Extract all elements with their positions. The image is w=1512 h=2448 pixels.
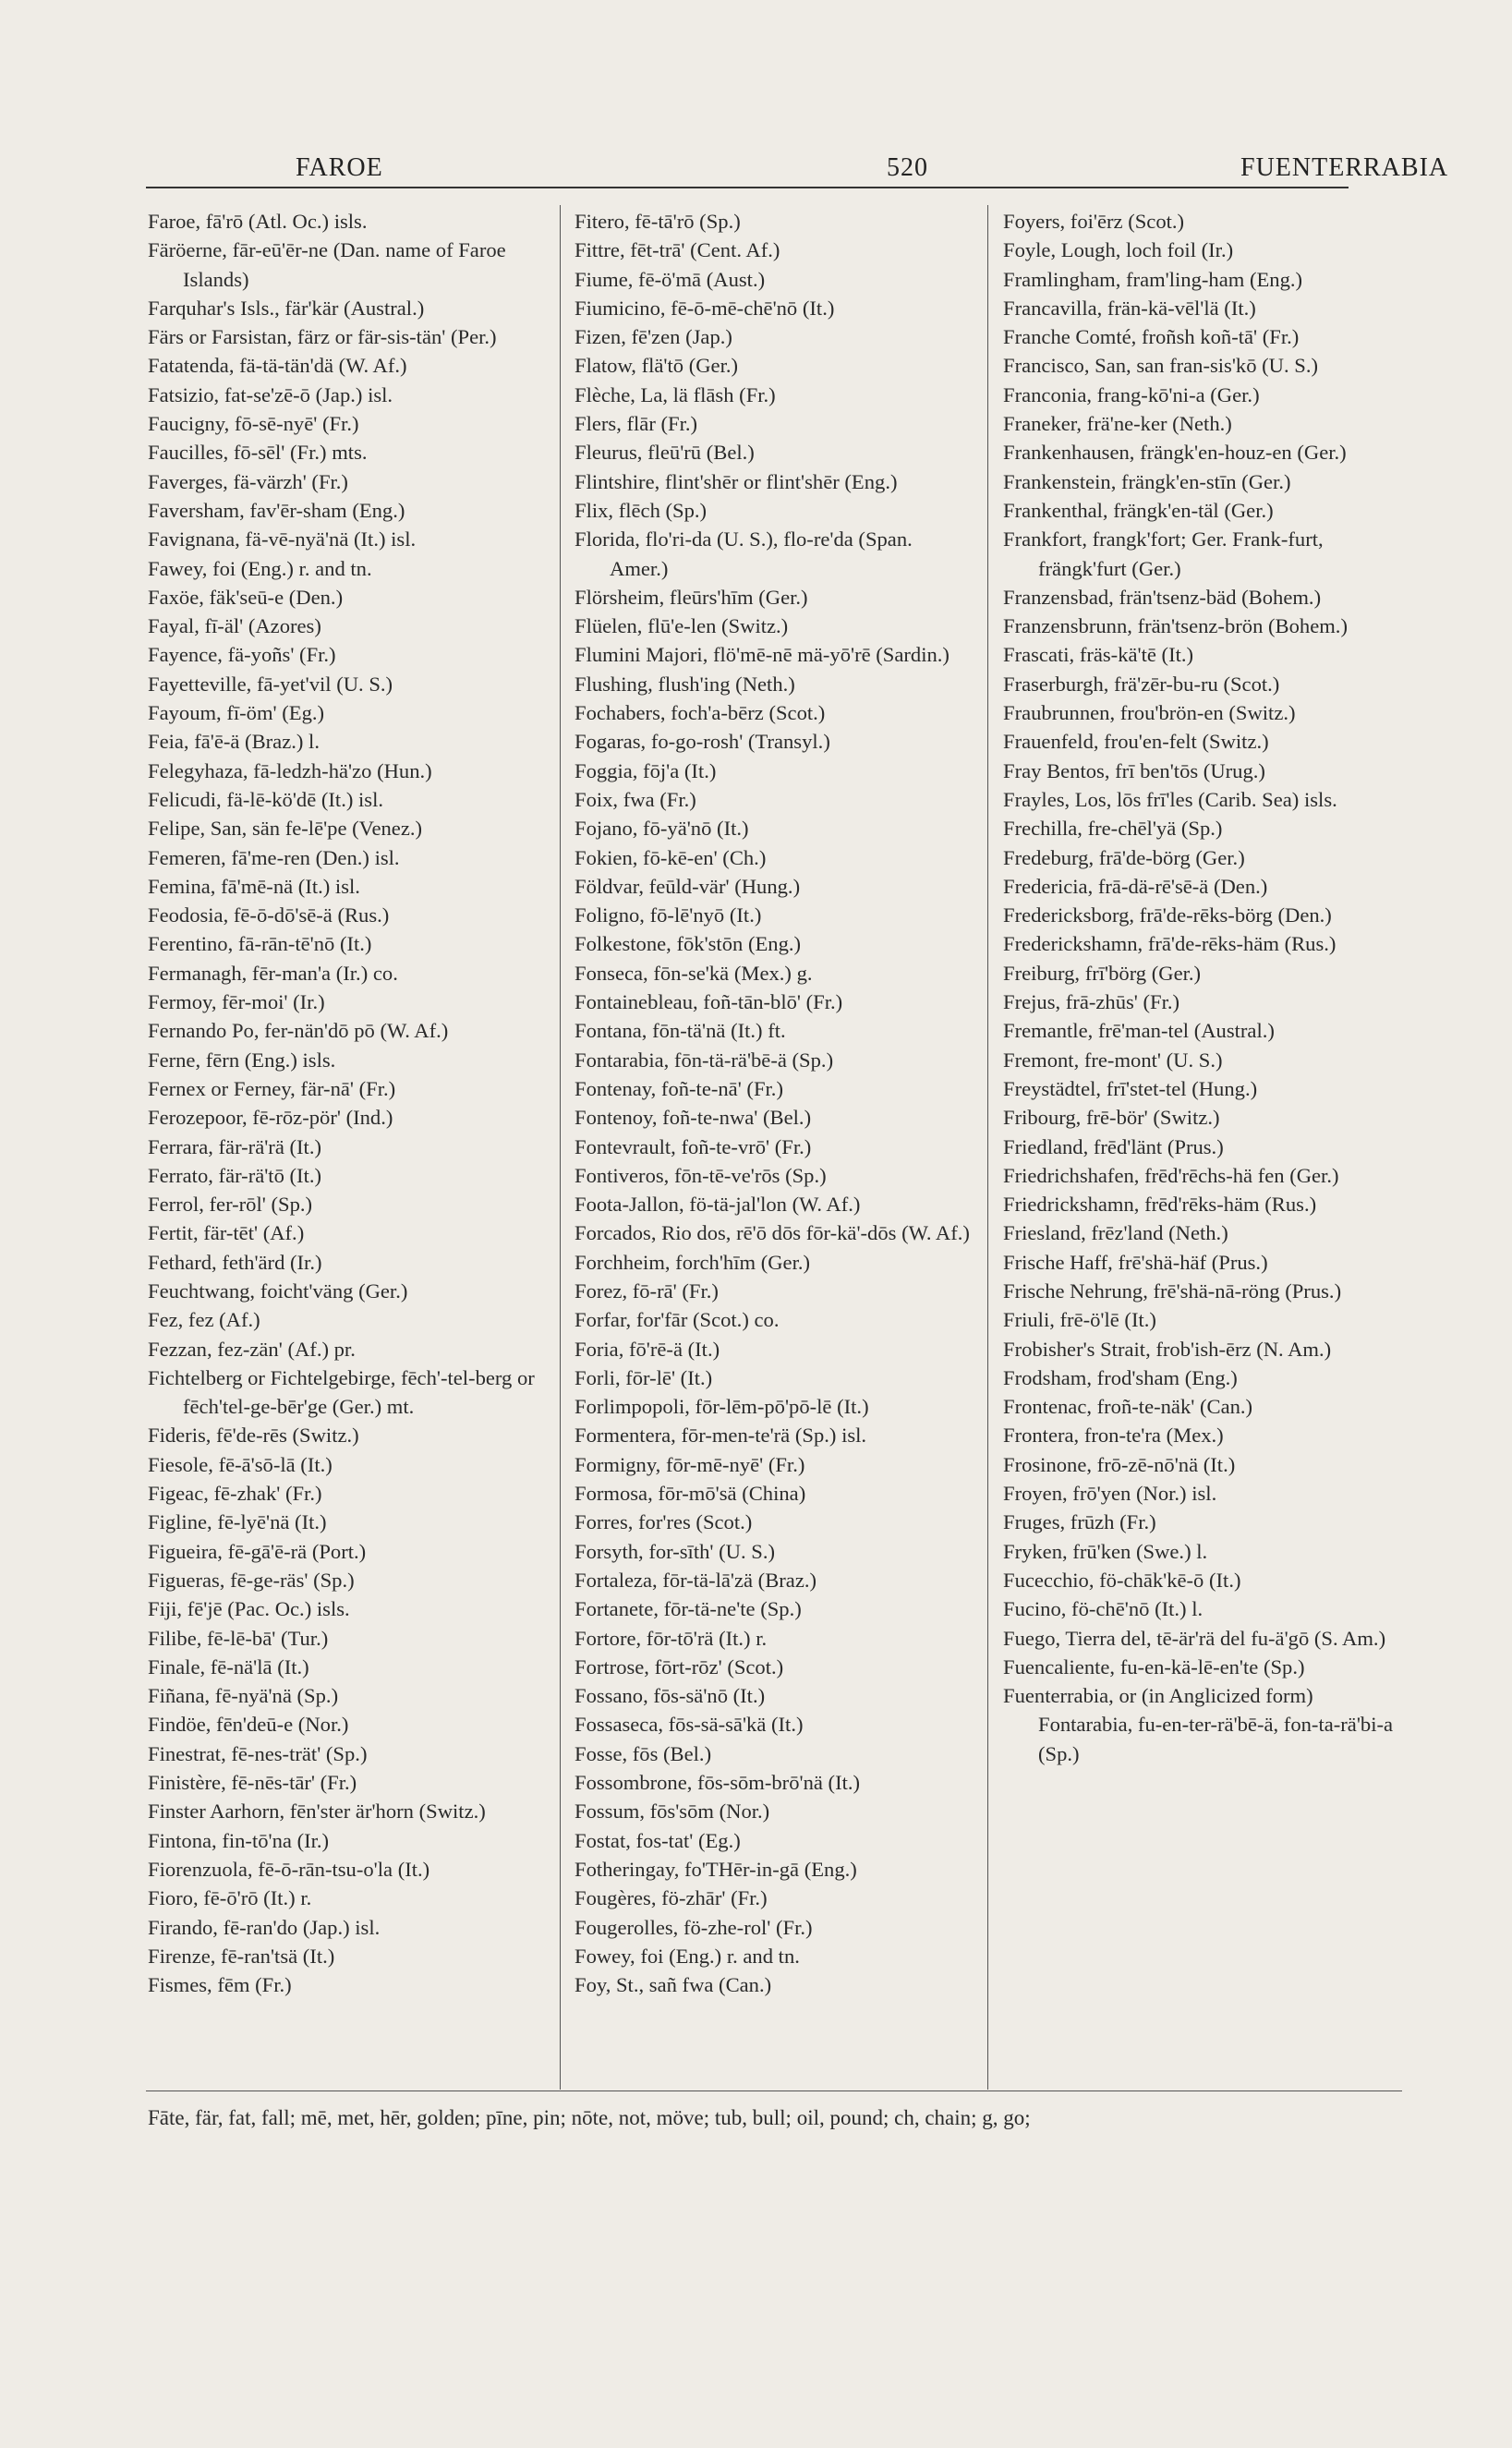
gazetteer-entry: Fruges, frūzh (Fr.) (1003, 1510, 1156, 1534)
gazetteer-entry: Frische Nehrung, frē'shä-nā-röng (Prus.) (1003, 1279, 1342, 1303)
running-head (148, 153, 1449, 183)
gazetteer-entry: Foria, fō'rē-ä (It.) (575, 1337, 720, 1361)
gazetteer-entry: Fougerolles, fö-zhe-rol' (Fr.) (575, 1915, 813, 1939)
gazetteer-entry: Fortaleza, fōr-tä-lā'zä (Braz.) (575, 1568, 817, 1592)
gazetteer-entry: Forcados, Rio dos, rē'ō dōs fōr-kä'-dōs (W. Af.) (575, 1221, 970, 1245)
gazetteer-entry: Fougères, fö-zhār' (Fr.) (575, 1886, 768, 1910)
gazetteer-entry: Foligno, fō-lē'nyō (It.) (575, 903, 762, 927)
gazetteer-entry: Frejus, frā-zhūs' (Fr.) (1003, 990, 1180, 1014)
gazetteer-entry: Frankenstein, frängk'en-stīn (Ger.) (1003, 469, 1291, 493)
gazetteer-entry: Forlimpopoli, fōr-lēm-pō'pō-lē (It.) (575, 1395, 869, 1419)
gazetteer-entry: Fittre, fēt-trā' (Cent. Af.) (575, 238, 780, 262)
gazetteer-entry: Fraserburgh, frä'zēr-bu-ru (Scot.) (1003, 672, 1280, 696)
column-2 (575, 207, 974, 1999)
gazetteer-entry: Frankenhausen, frängk'en-houz-en (Ger.) (1003, 441, 1347, 465)
gazetteer-entry: Fontevrault, foñ-te-vrō' (Fr.) (575, 1134, 812, 1158)
gazetteer-entry: Fontenay, foñ-te-nā' (Fr.) (575, 1076, 783, 1100)
gazetteer-entry: Farquhar's Isls., fär'kär (Austral.) (148, 296, 425, 320)
gazetteer-entry: Fribourg, frē-bör' (Switz.) (1003, 1106, 1220, 1130)
gazetteer-entry: Ferne, fērn (Eng.) isls. (148, 1048, 336, 1072)
gazetteer-entry: Fiesole, fē-ā'sō-lā (It.) (148, 1452, 333, 1476)
gazetteer-entry: Formigny, fōr-mē-nyē' (Fr.) (575, 1452, 805, 1476)
gazetteer-entry: Fernando Po, fer-nän'dō pō (W. Af.) (148, 1019, 449, 1043)
gazetteer-entry: Finster Aarhorn, fēn'ster är'horn (Switz.) (148, 1800, 486, 1824)
gazetteer-entry: Frosinone, frō-zē-nō'nä (It.) (1003, 1452, 1236, 1476)
gazetteer-entry: Firenze, fē-ran'tsä (It.) (148, 1944, 335, 1968)
gazetteer-entry: Fiume, fē-ö'mā (Aust.) (575, 267, 766, 291)
gazetteer-entry: Flumini Majori, flö'mē-nē mä-yō'rē (Sardin.) (575, 643, 950, 667)
gazetteer-entry: Fortore, fōr-tō'rä (It.) r. (575, 1626, 768, 1650)
gazetteer-entry: Fochabers, foch'a-bērz (Scot.) (575, 701, 826, 725)
gazetteer-entry: Florida, flo'ri-da (U. S.), flo-re'da (Span. Amer.) (575, 527, 913, 580)
gazetteer-entry: Felicudi, fä-lē-kö'dē (It.) isl. (148, 787, 384, 811)
gazetteer-entry: Fintona, fin-tō'na (Ir.) (148, 1828, 330, 1852)
gazetteer-entry: Fichtelberg or Fichtelgebirge, fēch'-tel-berg or fēch'tel-ge-bēr'ge (Ger.) mt. (148, 1365, 535, 1419)
gazetteer-entry: Finistère, fē-nēs-tār' (Fr.) (148, 1771, 357, 1795)
gazetteer-entry: Femina, fā'mē-nä (It.) isl. (148, 874, 360, 898)
column-3 (1003, 207, 1404, 1768)
header-right-guideword: FUENTERRABIA (1240, 153, 1449, 182)
gazetteer-entry: Fayetteville, fā-yet'vil (U. S.) (148, 672, 393, 696)
gazetteer-entry: Fizen, fē'zen (Jap.) (575, 325, 732, 349)
gazetteer-entry: Fossano, fōs-sä'nō (It.) (575, 1684, 766, 1708)
gazetteer-entry: Fostat, fos-tat' (Eg.) (575, 1828, 741, 1852)
gazetteer-entry: Färöerne, fār-eū'ēr-ne (Dan. name of Faroe Islands) (148, 238, 506, 291)
gazetteer-entry: Findöe, fēn'deū-e (Nor.) (148, 1713, 349, 1737)
page-number: 520 (887, 153, 928, 182)
gazetteer-entry: Fremantle, frē'man-tel (Austral.) (1003, 1019, 1275, 1043)
gazetteer-entry: Fayence, fä-yoñs' (Fr.) (148, 643, 336, 667)
gazetteer-entry: Fryken, frū'ken (Swe.) l. (1003, 1539, 1208, 1563)
gazetteer-entry: Fucecchio, fö-chāk'kē-ō (It.) (1003, 1568, 1241, 1592)
gazetteer-entry: Francavilla, frän-kä-vēl'lä (It.) (1003, 296, 1256, 320)
gazetteer-entry: Flushing, flush'ing (Neth.) (575, 672, 795, 696)
gazetteer-entry: Fremont, fre-mont' (U. S.) (1003, 1048, 1223, 1072)
gazetteer-entry: Feuchtwang, foicht'väng (Ger.) (148, 1279, 408, 1303)
gazetteer-entry: Freystädtel, frī'stet-tel (Hung.) (1003, 1076, 1258, 1100)
footer-rule (146, 2090, 1402, 2091)
column-divider-2 (987, 205, 988, 2090)
gazetteer-entry: Figueras, fē-ge-räs' (Sp.) (148, 1568, 355, 1592)
gazetteer-entry: Flintshire, flint'shēr or flint'shēr (Eng.) (575, 469, 898, 493)
gazetteer-entry: Fontana, fōn-tä'nä (It.) ft. (575, 1019, 786, 1043)
gazetteer-entry: Frontera, fron-te'ra (Mex.) (1003, 1424, 1224, 1448)
gazetteer-entry: Foix, fwa (Fr.) (575, 787, 696, 811)
gazetteer-entry: Folkestone, fōk'stōn (Eng.) (575, 932, 802, 956)
gazetteer-entry: Franzensbad, frän'tsenz-bäd (Bohem.) (1003, 585, 1322, 609)
gazetteer-entry: Fucino, fö-chē'nō (It.) l. (1003, 1597, 1204, 1621)
gazetteer-entry: Fossum, fōs'sōm (Nor.) (575, 1800, 770, 1824)
gazetteer-entry: Flüelen, flū'e-len (Switz.) (575, 614, 789, 638)
gazetteer-entry: Fontiveros, fōn-tē-ve'rōs (Sp.) (575, 1163, 827, 1187)
gazetteer-entry: Franeker, frä'ne-ker (Neth.) (1003, 412, 1232, 436)
gazetteer-entry: Frische Haff, frē'shä-häf (Prus.) (1003, 1250, 1268, 1274)
gazetteer-entry: Francisco, San, san fran-sis'kō (U. S.) (1003, 354, 1319, 378)
gazetteer-entry: Faversham, fav'ēr-sham (Eng.) (148, 498, 405, 522)
gazetteer-entry: Friedland, frēd'länt (Prus.) (1003, 1134, 1224, 1158)
gazetteer-entry: Fraubrunnen, frou'brön-en (Switz.) (1003, 701, 1296, 725)
gazetteer-entry: Flers, flār (Fr.) (575, 412, 698, 436)
gazetteer-entry: Fonseca, fōn-se'kä (Mex.) g. (575, 961, 813, 985)
gazetteer-entry: Frankfort, frangk'fort; Ger. Frank-furt, frängk'furt (Ger.) (1003, 527, 1324, 580)
gazetteer-entry: Feodosia, fē-ō-dō'sē-ä (Rus.) (148, 903, 390, 927)
gazetteer-entry: Forfar, for'fār (Scot.) co. (575, 1308, 780, 1332)
gazetteer-entry: Fiorenzuola, fē-ō-rān-tsu-o'la (It.) (148, 1857, 430, 1881)
gazetteer-entry: Fray Bentos, frī ben'tōs (Urug.) (1003, 758, 1265, 782)
gazetteer-entry: Frankenthal, frängk'en-täl (Ger.) (1003, 498, 1274, 522)
gazetteer-entry: Fokien, fō-kē-en' (Ch.) (575, 845, 767, 869)
gazetteer-entry: Foota-Jallon, fö-tä-jal'lon (W. Af.) (575, 1193, 861, 1217)
gazetteer-entry: Földvar, feūld-vär' (Hung.) (575, 874, 801, 898)
pronunciation-key: Fāte, fär, fat, fall; mē, met, hēr, golden; pīne, pin; nōte, not, möve; tub, bull; oil, pound; ch, chain; g, go; (148, 2106, 1031, 2129)
gazetteer-entry: Fotheringay, fo'THēr-in-gā (Eng.) (575, 1857, 857, 1881)
gazetteer-entry: Figueira, fē-gā'ē-rä (Port.) (148, 1539, 367, 1563)
gazetteer-entry: Fleurus, fleū'rū (Bel.) (575, 441, 755, 465)
gazetteer-entry: Firando, fē-ran'do (Jap.) isl. (148, 1915, 381, 1939)
gazetteer-entry: Fogaras, fo-go-rosh' (Transyl.) (575, 730, 830, 754)
gazetteer-entry: Frascati, fräs-kä'tē (It.) (1003, 643, 1194, 667)
gazetteer-entry: Foyers, foi'ērz (Scot.) (1003, 210, 1185, 233)
gazetteer-entry: Fossombrone, fōs-sōm-brō'nä (It.) (575, 1771, 861, 1795)
gazetteer-entry: Flix, flēch (Sp.) (575, 498, 708, 522)
gazetteer-entry: Frauenfeld, frou'en-felt (Switz.) (1003, 730, 1269, 754)
gazetteer-entry: Ferrol, fer-rōl' (Sp.) (148, 1193, 313, 1217)
gazetteer-entry: Formosa, fōr-mō'sä (China) (575, 1482, 806, 1506)
gazetteer-entry: Ferrara, fär-rä'rä (It.) (148, 1134, 321, 1158)
gazetteer-entry: Fiñana, fē-nyä'nä (Sp.) (148, 1684, 339, 1708)
gazetteer-entry: Fatsizio, fat-se'zē-ō (Jap.) isl. (148, 382, 393, 406)
gazetteer-entry: Fontainebleau, foñ-tān-blō' (Fr.) (575, 990, 843, 1014)
gazetteer-entry: Filibe, fē-lē-bā' (Tur.) (148, 1626, 329, 1650)
gazetteer-entry: Fideris, fē'de-rēs (Switz.) (148, 1424, 359, 1448)
gazetteer-entry: Frayles, Los, lōs frī'les (Carib. Sea) isls. (1003, 787, 1337, 811)
gazetteer-entry: Fuenterrabia, or (in Anglicized form) Fontarabia, fu-en-ter-rä'bē-ä, fon-ta-rä'bi-a (Sp.) (1003, 1684, 1394, 1765)
gazetteer-entry: Favignana, fä-vē-nyä'nä (It.) isl. (148, 527, 417, 551)
gazetteer-entry: Fethard, feth'ärd (Ir.) (148, 1250, 322, 1274)
gazetteer-entry: Fredeburg, frā'de-börg (Ger.) (1003, 845, 1245, 869)
gazetteer-entry: Faroe, fā'rō (Atl. Oc.) isls. (148, 210, 368, 233)
gazetteer-entry: Flèche, La, lä flāsh (Fr.) (575, 382, 776, 406)
gazetteer-entry: Frechilla, fre-chēl'yä (Sp.) (1003, 817, 1223, 841)
gazetteer-entry: Fermanagh, fēr-man'a (Ir.) co. (148, 961, 398, 985)
gazetteer-entry: Fosse, fōs (Bel.) (575, 1741, 712, 1765)
gazetteer-entry: Friuli, frē-ö'lē (It.) (1003, 1308, 1156, 1332)
gazetteer-entry: Faverges, fä-värzh' (Fr.) (148, 469, 348, 493)
gazetteer-entry: Forez, fō-rā' (Fr.) (575, 1279, 719, 1303)
gazetteer-entry: Freiburg, frī'börg (Ger.) (1003, 961, 1202, 985)
gazetteer-entry: Fayal, fī-äl' (Azores) (148, 614, 321, 638)
gazetteer-entry: Faucigny, fō-sē-nyē' (Fr.) (148, 412, 359, 436)
gazetteer-entry: Fossaseca, fōs-sä-sā'kä (It.) (575, 1713, 804, 1737)
gazetteer-entry: Froyen, frō'yen (Nor.) isl. (1003, 1482, 1217, 1506)
gazetteer-entry: Figeac, fē-zhak' (Fr.) (148, 1482, 322, 1506)
gazetteer-entry: Ferrato, fär-rä'tō (It.) (148, 1163, 322, 1187)
gazetteer-entry: Felegyhaza, fā-ledzh-hä'zo (Hun.) (148, 758, 432, 782)
gazetteer-entry: Fontenoy, foñ-te-nwa' (Bel.) (575, 1106, 812, 1130)
gazetteer-entry: Fismes, fēm (Fr.) (148, 1973, 292, 1997)
column-1 (148, 207, 545, 1999)
gazetteer-entry: Fertit, fär-tēt' (Af.) (148, 1221, 305, 1245)
gazetteer-entry: Fioro, fē-ō'rō (It.) r. (148, 1886, 312, 1910)
gazetteer-entry: Franconia, frang-kō'ni-a (Ger.) (1003, 382, 1260, 406)
gazetteer-entry: Fojano, fō-yä'nō (It.) (575, 817, 749, 841)
gazetteer-entry: Flörsheim, fleūrs'hīm (Ger.) (575, 585, 808, 609)
gazetteer-entry: Fitero, fē-tā'rō (Sp.) (575, 210, 741, 233)
gazetteer-entry: Fezzan, fez-zän' (Af.) pr. (148, 1337, 356, 1361)
gazetteer-entry: Forli, fōr-lē' (It.) (575, 1365, 713, 1389)
gazetteer-entry: Frontenac, froñ-te-näk' (Can.) (1003, 1395, 1253, 1419)
gazetteer-entry: Friedrichshafen, frēd'rēchs-hä fen (Ger.) (1003, 1163, 1339, 1187)
gazetteer-entry: Fawey, foi (Eng.) r. and tn. (148, 556, 372, 580)
gazetteer-entry: Faxöe, fäk'seū-e (Den.) (148, 585, 344, 609)
gazetteer-entry: Friedrickshamn, frēd'rēks-häm (Rus.) (1003, 1193, 1317, 1217)
gazetteer-entry: Forchheim, forch'hīm (Ger.) (575, 1250, 811, 1274)
gazetteer-entry: Formentera, fōr-men-te'rä (Sp.) isl. (575, 1424, 867, 1448)
gazetteer-entry: Fortanete, fōr-tä-ne'te (Sp.) (575, 1597, 802, 1621)
gazetteer-entry: Fredericia, frā-dä-rē'sē-ä (Den.) (1003, 874, 1268, 898)
gazetteer-entry: Fez, fez (Af.) (148, 1308, 260, 1332)
gazetteer-entry: Franzensbrunn, frän'tsenz-brön (Bohem.) (1003, 614, 1348, 638)
gazetteer-entry: Fortrose, fōrt-rōz' (Scot.) (575, 1654, 784, 1678)
gazetteer-entry: Färs or Farsistan, färz or fär-sis-tän' (Per.) (148, 325, 497, 349)
gazetteer-entry: Flatow, flä'tō (Ger.) (575, 354, 739, 378)
gazetteer-entry: Franche Comté, froñsh koñ-tā' (Fr.) (1003, 325, 1300, 349)
gazetteer-entry: Fernex or Ferney, fär-nā' (Fr.) (148, 1076, 396, 1100)
gazetteer-entry: Framlingham, fram'ling-ham (Eng.) (1003, 267, 1303, 291)
gazetteer-entry: Faucilles, fō-sēl' (Fr.) mts. (148, 441, 368, 465)
header-rule (146, 187, 1349, 188)
gazetteer-entry: Ferentino, fā-rān-tē'nō (It.) (148, 932, 372, 956)
gazetteer-entry: Forres, for'res (Scot.) (575, 1510, 753, 1534)
gazetteer-entry: Frodsham, frod'sham (Eng.) (1003, 1365, 1238, 1389)
gazetteer-entry: Fatatenda, fä-tä-tän'dä (W. Af.) (148, 354, 407, 378)
gazetteer-entry: Fowey, foi (Eng.) r. and tn. (575, 1944, 800, 1968)
gazetteer-entry: Feia, fā'ē-ä (Braz.) l. (148, 730, 320, 754)
gazetteer-entry: Fredericksborg, frā'de-rēks-börg (Den.) (1003, 903, 1332, 927)
gazetteer-entry: Fiji, fē'jē (Pac. Oc.) isls. (148, 1597, 350, 1621)
gazetteer-entry: Foy, St., sañ fwa (Can.) (575, 1973, 772, 1997)
gazetteer-entry: Femeren, fā'me-ren (Den.) isl. (148, 845, 400, 869)
gazetteer-entry: Finestrat, fē-nes-trät' (Sp.) (148, 1741, 368, 1765)
gazetteer-entry: Felipe, San, sän fe-lē'pe (Venez.) (148, 817, 423, 841)
gazetteer-entry: Fuego, Tierra del, tē-är'rä del fu-ä'gō (S. Am.) (1003, 1626, 1386, 1650)
gazetteer-entry: Fiumicino, fē-ō-mē-chē'nō (It.) (575, 296, 835, 320)
gazetteer-entry: Forsyth, for-sīth' (U. S.) (575, 1539, 776, 1563)
gazetteer-entry: Frederickshamn, frā'de-rēks-häm (Rus.) (1003, 932, 1337, 956)
gazetteer-entry: Finale, fē-nä'lā (It.) (148, 1654, 309, 1678)
gazetteer-entry: Fontarabia, fōn-tä-rä'bē-ä (Sp.) (575, 1048, 834, 1072)
gazetteer-entry: Ferozepoor, fē-rōz-pör' (Ind.) (148, 1106, 393, 1130)
gazetteer-entry: Fuencaliente, fu-en-kä-lē-en'te (Sp.) (1003, 1654, 1305, 1678)
header-left-guideword: FAROE (296, 153, 383, 182)
gazetteer-entry: Friesland, frēz'land (Neth.) (1003, 1221, 1228, 1245)
gazetteer-entry: Frobisher's Strait, frob'ish-ērz (N. Am.) (1003, 1337, 1332, 1361)
column-divider-1 (560, 205, 561, 2090)
gazetteer-entry: Fermoy, fēr-moi' (Ir.) (148, 990, 325, 1014)
gazetteer-entry: Foyle, Lough, loch foil (Ir.) (1003, 238, 1234, 262)
gazetteer-entry: Fayoum, fī-öm' (Eg.) (148, 701, 325, 725)
gazetteer-entry: Figline, fē-lyē'nä (It.) (148, 1510, 327, 1534)
gazetteer-entry: Foggia, fōj'a (It.) (575, 758, 717, 782)
